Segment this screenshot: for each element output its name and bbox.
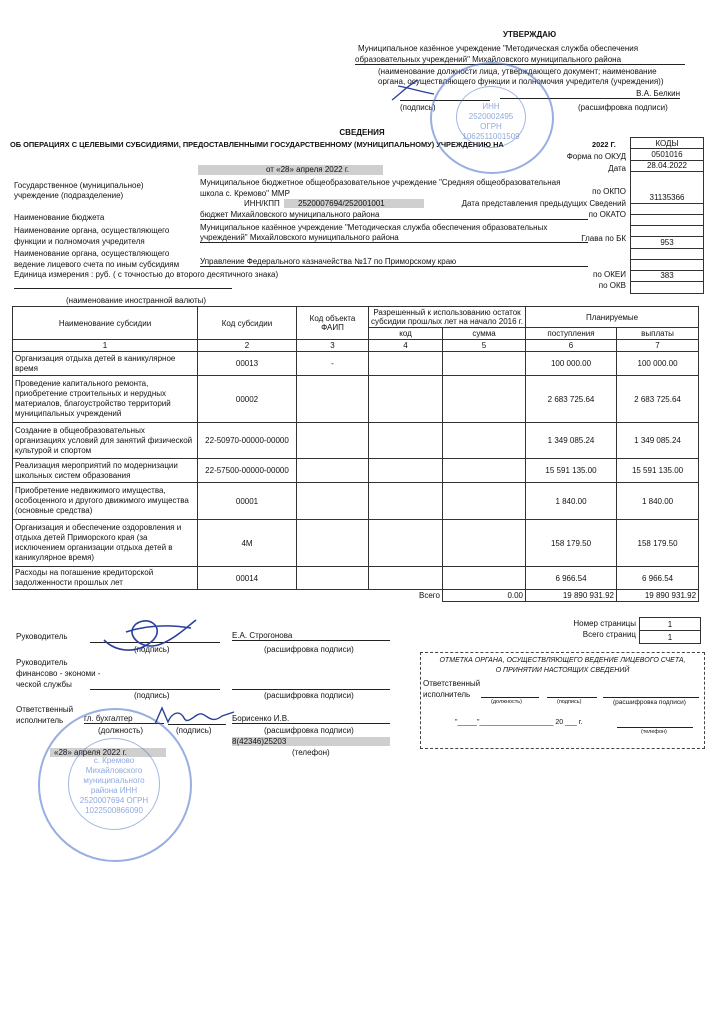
subsidy-code2 (369, 423, 443, 459)
exec-position-hint: (должность) (98, 726, 143, 735)
subsidy-name: Организация отдыха детей в каникулярное время (13, 352, 198, 376)
approve-signer: В.А. Белкин (500, 89, 680, 99)
total-sum: 0.00 (443, 590, 526, 602)
notice-phone-line (617, 726, 693, 728)
subsidy-in: 1 840.00 (526, 483, 617, 520)
code-okud: 0501016 (631, 149, 704, 160)
subsidy-code: 00001 (198, 483, 297, 520)
founder-value2: учреждений" Михайловского муниципального района (200, 233, 588, 243)
approve-org-line1: Муниципальное казённое учреждение "Методическая служба обеспечения (358, 44, 639, 53)
total-out: 19 890 931.92 (617, 590, 699, 602)
code-okv (631, 282, 704, 293)
approve-title: УТВЕРЖДАЮ (503, 30, 557, 39)
subsidy-name: Расходы на погашение кредиторской задолженности прошлых лет (13, 567, 198, 590)
subsidy-code2 (369, 483, 443, 520)
page-total-label: Всего страниц (582, 630, 636, 639)
approve-hint1: (наименование должности лица, утверждающего документ; наименование (378, 67, 657, 76)
unit-label: Единица измерения : руб. ( с точностью до второго десятичного знака) (14, 270, 279, 279)
col-num: 2 (198, 340, 297, 352)
subsidy-sum (443, 520, 526, 567)
stamp-school-text: с. Кремово Михайловского муниципального района ИНН 2520007694 ОГРН 1022500866090 (79, 756, 149, 815)
col-num: 1 (13, 340, 198, 352)
total-row (13, 590, 699, 602)
codes-okv-label: по ОКВ (598, 281, 626, 290)
exec-phone-hint: (телефон) (292, 748, 330, 757)
subsidy-code: 00014 (198, 567, 297, 590)
th-in: поступления (526, 328, 617, 340)
table-row (13, 483, 699, 520)
subsidy-name: Создание в общеобразовательных организациях условий для занятий физической культурой и спортом (13, 423, 198, 459)
th-planned: Планируемые (526, 307, 699, 328)
stamp-approve-icon (430, 62, 554, 174)
subsidy-out: 6 966.54 (617, 567, 699, 590)
founder-label2: функции и полномочия учредителя (14, 237, 145, 246)
approve-decode-label: (расшифровка подписи) (578, 103, 668, 112)
inst-value2: школа с. Кремово" ММР (200, 189, 290, 198)
exec-label2: исполнитель (16, 716, 64, 725)
treasury-notice-box (420, 652, 705, 749)
subsidy-faip (297, 423, 369, 459)
subsidy-code: 4М (198, 520, 297, 567)
notice-decode-hint: (расшифровка подписи) (613, 699, 686, 706)
notice-decode-line (603, 696, 699, 698)
currency-line (14, 287, 232, 289)
sign-date: «28» апреля 2022 г. (50, 748, 166, 757)
codes-bk-label: Глава по БК (581, 234, 626, 243)
subsidy-faip (297, 483, 369, 520)
subsidy-out: 2 683 725.64 (617, 376, 699, 423)
subsidy-out: 1 840.00 (617, 483, 699, 520)
approve-hint2: органа, осуществляющего функции и полномочия учредителя (учреждения)) (378, 77, 664, 86)
subsidy-code2 (369, 567, 443, 590)
th-faip: Код объекта ФАИП (297, 307, 369, 340)
subsidy-sum (443, 483, 526, 520)
code-gap2 (631, 248, 704, 259)
budget-label: Наименование бюджета (14, 213, 105, 222)
codes-okato-label: по ОКАТО (588, 210, 626, 219)
exec-sign-hint: (подпись) (176, 726, 212, 735)
code-bk: 953 (631, 237, 704, 248)
total-in: 19 890 931.92 (526, 590, 617, 602)
approve-sign-label: (подпись) (400, 103, 436, 112)
head-signature-icon (96, 612, 206, 657)
subsidy-in: 15 591 135.00 (526, 459, 617, 483)
notice-sign-line (547, 696, 597, 698)
founder-label1: Наименование органа, осуществляющего (14, 226, 170, 235)
subsidy-code: 00002 (198, 376, 297, 423)
subsidy-out: 15 591 135.00 (617, 459, 699, 483)
approve-signature-icon (388, 74, 438, 104)
subsidy-faip (297, 376, 369, 423)
col-num: 7 (617, 340, 699, 352)
th-name: Наименование субсидии (13, 307, 198, 340)
subsidy-in: 2 683 725.64 (526, 376, 617, 423)
table-row (13, 376, 699, 423)
fin-sign-hint: (подпись) (134, 691, 170, 700)
inn-value: 2520007694/252001001 (284, 199, 424, 208)
page-number: 1 (640, 618, 701, 631)
fin-sign-line (90, 688, 220, 690)
report-date: от «28» апреля 2022 г. (198, 165, 383, 175)
subsidies-table (12, 306, 699, 602)
approve-org-line2: образовательных учреждений" Михайловского муниципального района (355, 55, 685, 65)
subsidy-out: 100 000.00 (617, 352, 699, 376)
fin-decode-hint: (расшифровка подписи) (264, 691, 354, 700)
table-row (13, 459, 699, 483)
codes-okei-label: по ОКЕИ (593, 270, 626, 279)
subsidy-sum (443, 376, 526, 423)
exec-phone: 8(42346)25203 (232, 737, 390, 746)
inst-label1: Государственное (муниципальное) (14, 181, 144, 190)
notice-pos-hint: (должность) (491, 699, 522, 705)
pages-box (639, 617, 701, 644)
currency-label: (наименование иностранной валюты) (66, 296, 207, 305)
table-row (13, 352, 699, 376)
notice-sign-hint: (подпись) (557, 699, 582, 705)
subsidy-code: 22-50970-00000-00000 (198, 423, 297, 459)
subsidy-name: Приобретение недвижимого имущества, особоценного и другого движимого имущества (основные средства) (13, 483, 198, 520)
code-empty (631, 172, 704, 193)
th-code: Код субсидии (198, 307, 297, 340)
subsidy-name: Реализация мероприятий по модернизации школьных систем образования (13, 459, 198, 483)
th-sum: сумма (443, 328, 526, 340)
fin-decode-line (232, 688, 390, 690)
subsidy-in: 1 349 085.24 (526, 423, 617, 459)
account-value: Управление Федерального казначейства №17 по Приморскому краю (200, 257, 588, 267)
account-label2: ведение лицевого счета по иным субсидиям (14, 260, 180, 269)
code-okei: 383 (631, 270, 704, 281)
subsidy-code2 (369, 352, 443, 376)
budget-value: бюджет Михайловского муниципального района (200, 210, 588, 220)
codes-table (630, 137, 704, 294)
subsidy-faip (297, 567, 369, 590)
fin-label2: финансово - экономи - (16, 669, 101, 678)
subsidy-faip: - (297, 352, 369, 376)
notice-pos-line (481, 696, 539, 698)
subsidy-sum (443, 459, 526, 483)
col-num: 6 (526, 340, 617, 352)
codes-date-label: Дата (608, 164, 626, 173)
notice-phone-hint: (телефон) (641, 729, 667, 735)
code-gap1 (631, 226, 704, 237)
code-date: 28.04.2022 (631, 160, 704, 171)
notice-date: "_____"___________________ 20 ___ г. (455, 719, 583, 726)
page-number-label: Номер страницы (573, 619, 636, 628)
th-allowed: Разрешенный к использованию остаток субсидии прошлых лет на начало 2016 г. (369, 307, 526, 328)
page-title: СВЕДЕНИЯ (339, 128, 385, 137)
exec-position: гл. бухгалтер (84, 714, 164, 724)
inst-label2: учреждение (подразделение) (14, 191, 124, 200)
exec-label1: Ответственный (16, 705, 74, 714)
exec-decode-hint: (расшифровка подписи) (264, 726, 354, 735)
codes-form-label: Форма по ОКУД (566, 152, 626, 161)
notice-title1: ОТМЕТКА ОРГАНА, ОСУЩЕСТВЛЯЮЩЕГО ВЕДЕНИЕ ЛИЦЕВОГО СЧЕТА, (439, 657, 686, 664)
codes-okpo-label: по ОКПО (592, 187, 626, 196)
col-num: 4 (369, 340, 443, 352)
inn-label: ИНН/КПП (244, 199, 280, 208)
head-name: Е.А. Строгонова (232, 631, 390, 641)
head-sign-hint: (подпись) (134, 645, 170, 654)
codes-head: КОДЫ (631, 138, 704, 149)
notice-exec2: исполнитель (423, 690, 471, 699)
subsidy-sum (443, 352, 526, 376)
codes-prev-label: Дата представления предыдущих Сведений (461, 199, 626, 208)
page-total: 1 (640, 631, 701, 644)
subsidy-sum (443, 567, 526, 590)
subsidy-code: 00013 (198, 352, 297, 376)
code-okato (631, 214, 704, 225)
fin-label3: ческой службы (16, 680, 72, 689)
code-gap3 (631, 259, 704, 270)
code-prev (631, 203, 704, 214)
subsidy-faip (297, 520, 369, 567)
col-num: 3 (297, 340, 369, 352)
exec-name: Борисенко И.В. (232, 714, 390, 724)
table-row (13, 520, 699, 567)
inst-value1: Муниципальное бюджетное общеобразовательное учреждение "Средняя общеобразовательная (200, 178, 561, 187)
account-label1: Наименование органа, осуществляющего (14, 249, 170, 258)
subsidy-name: Организация и обеспечение оздоровления и отдыха детей Приморского края (за исключением организации отдыха детей в каникулярное время) (13, 520, 198, 567)
subsidy-code2 (369, 459, 443, 483)
subsidy-code: 22-57500-00000-00000 (198, 459, 297, 483)
report-year: 2022 Г. (592, 140, 616, 149)
head-label: Руководитель (16, 632, 68, 641)
subsidy-in: 100 000.00 (526, 352, 617, 376)
notice-exec1: Ответственный (423, 679, 481, 688)
subsidy-faip (297, 459, 369, 483)
total-label: Всего (13, 590, 443, 602)
subsidy-out: 1 349 085.24 (617, 423, 699, 459)
subsidy-in: 6 966.54 (526, 567, 617, 590)
col-num: 5 (443, 340, 526, 352)
subsidy-code2 (369, 376, 443, 423)
subsidy-in: 158 179.50 (526, 520, 617, 567)
subsidy-code2 (369, 520, 443, 567)
subsidy-name: Проведение капитального ремонта, приобретение строительных и нерудных материалов, благоустройство территорий муниципальных учреждений (13, 376, 198, 423)
subsidy-sum (443, 423, 526, 459)
notice-title2: О ПРИНЯТИИ НАСТОЯЩИХ СВЕДЕНИЙ (495, 667, 630, 674)
code-okpo: 31135366 (631, 192, 704, 203)
exec-signature-icon (150, 702, 240, 732)
table-row (13, 423, 699, 459)
page-subtitle: ОБ ОПЕРАЦИЯХ С ЦЕЛЕВЫМИ СУБСИДИЯМИ, ПРЕДОСТАВЛЕННЫМИ ГОСУДАРСТВЕННОМУ (МУНИЦИПАЛЬНОМУ) УЧРЕЖДЕНИЮ НА (10, 140, 504, 149)
table-row (13, 567, 699, 590)
stamp-approve-text: ИНН 2520002495 ОГРН 1062511001509 (462, 102, 520, 141)
fin-label1: Руководитель (16, 658, 68, 667)
th-code2: код (369, 328, 443, 340)
head-decode-hint: (расшифровка подписи) (264, 645, 354, 654)
subsidy-out: 158 179.50 (617, 520, 699, 567)
founder-value1: Муниципальное казённое учреждение "Методическая служба обеспечения образовательных (200, 223, 548, 232)
th-out: выплаты (617, 328, 699, 340)
